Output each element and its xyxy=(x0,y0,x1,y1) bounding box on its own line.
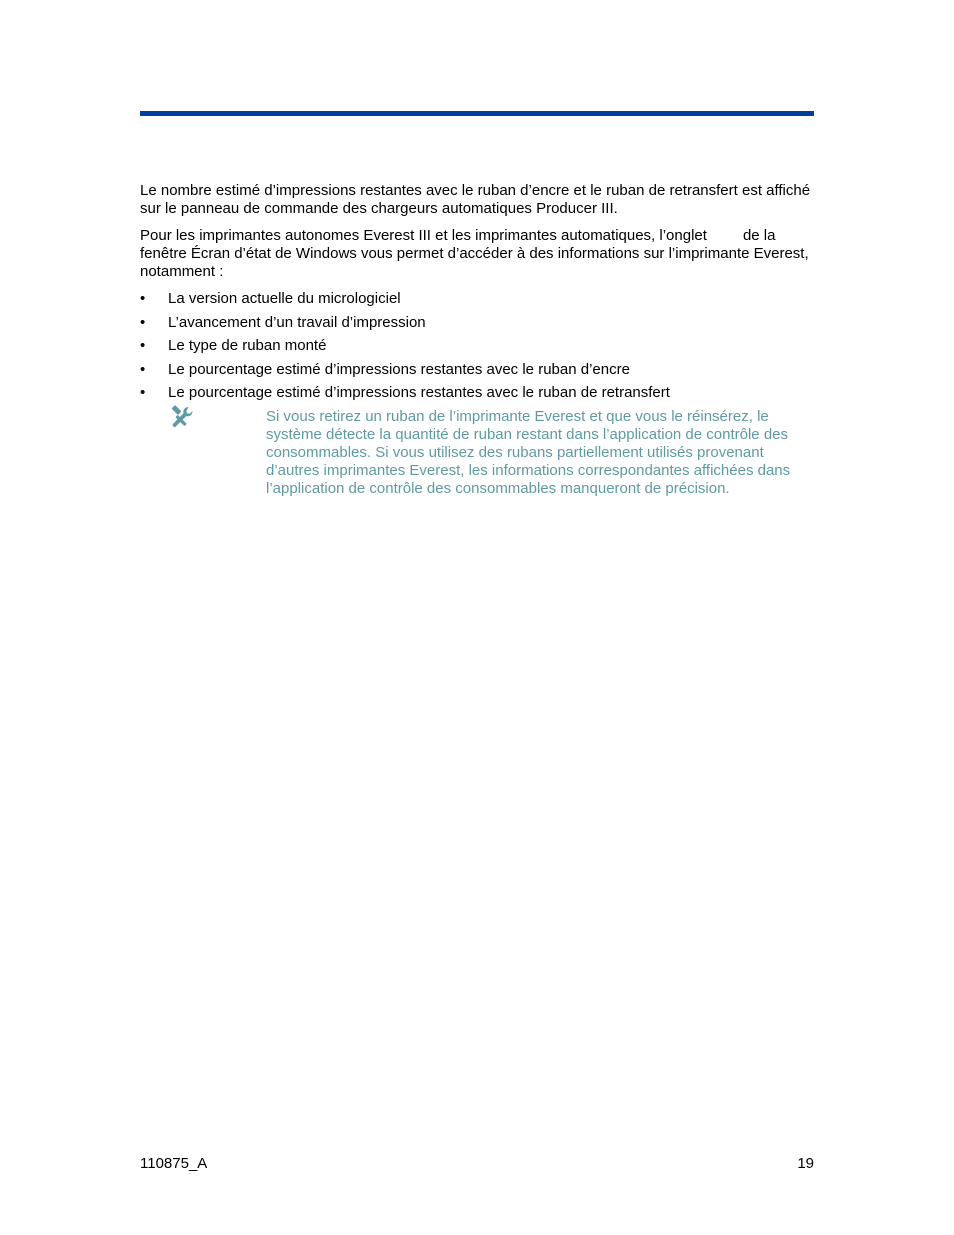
status-paragraph xyxy=(140,227,814,281)
status-paragraph-part2: de la fenêtre Écran d’état de Windows vous permet d’accéder à des informations sur l’imprimante Everest, notamment : xyxy=(140,227,809,280)
list-item-text: Le pourcentage estimé d’impressions restantes avec le ruban d’encre xyxy=(168,360,630,378)
list-item xyxy=(140,384,814,402)
footer-doc-number: 110875_A xyxy=(140,1155,208,1172)
list-item xyxy=(140,314,814,332)
footer-page-number: 19 xyxy=(797,1155,814,1172)
main-content xyxy=(140,182,814,498)
list-item xyxy=(140,290,814,308)
header-rule xyxy=(140,111,814,116)
bullet-icon: • xyxy=(140,384,146,402)
list-item-text: L’avancement d’un travail d’impression xyxy=(168,313,426,331)
intro-paragraph: Le nombre estimé d’impressions restantes avec le ruban d’encre et le ruban de retransfert est affiché sur le panneau de commande des chargeurs automatiques Producer III. xyxy=(140,182,811,217)
note-text: Si vous retirez un ruban de l’imprimante Everest et que vous le réinsérez, le système détecte la quantité de ruban restant dans l’application de contrôle des consommables. Si vous utilisez des rubans partiellement utilisés provenant d’autres imprimantes Everest, les informations correspondantes affichées dans l’application de contrôle des consommables manqueront de précision. xyxy=(266,407,791,497)
list-item xyxy=(140,361,814,379)
note-block xyxy=(140,408,814,498)
tools-icon xyxy=(169,405,193,429)
info-list xyxy=(140,290,814,402)
list-item-text: Le pourcentage estimé d’impressions restantes avec le ruban de retransfert xyxy=(168,384,670,402)
bullet-icon: • xyxy=(140,360,146,378)
list-item xyxy=(140,337,814,355)
bullet-icon: • xyxy=(140,313,146,331)
list-item-text: Le type de ruban monté xyxy=(168,337,327,355)
bullet-icon: • xyxy=(140,290,146,307)
bullet-icon: • xyxy=(140,337,146,355)
status-paragraph-part1: Pour les imprimantes autonomes Everest III et les imprimantes automatiques, l’onglet xyxy=(140,227,707,244)
list-item-text: La version actuelle du micrologiciel xyxy=(168,290,401,307)
